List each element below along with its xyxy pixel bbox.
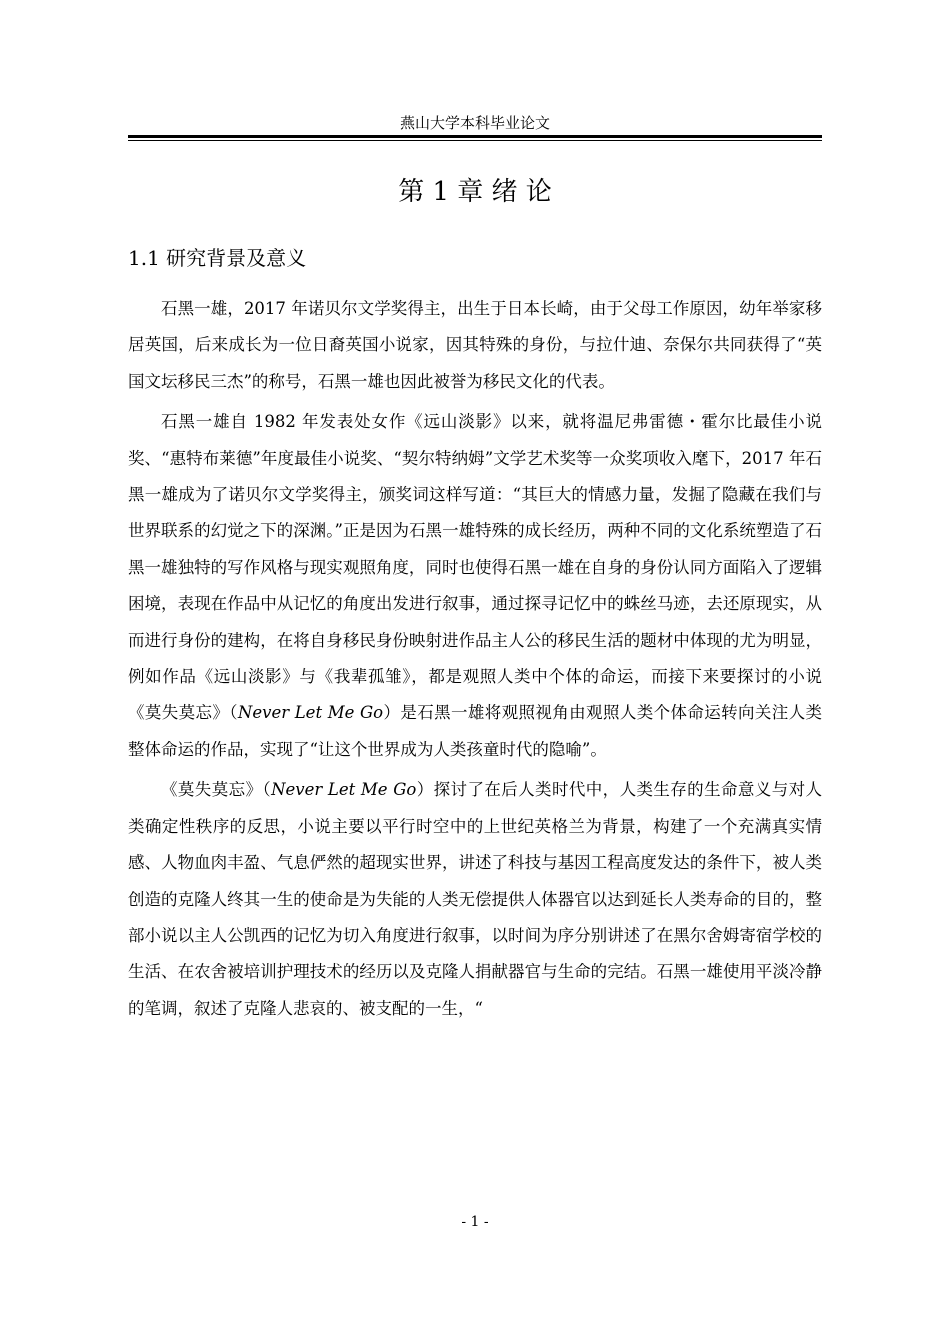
section-title: 1.1 研究背景及意义 bbox=[128, 246, 307, 270]
page-number: - 1 - bbox=[461, 1214, 489, 1230]
paragraph-3 bbox=[128, 772, 822, 1027]
header-rule-thick bbox=[128, 135, 822, 138]
body-text bbox=[128, 291, 822, 1031]
book-title-english: Never Let Me Go bbox=[271, 780, 417, 800]
paragraph-2 bbox=[128, 404, 822, 768]
paragraph-1: 石黑一雄，2017 年诺贝尔文学奖得主，出生于日本长崎，由于父母工作原因，幼年举家移居英国，后来成长为一位日裔英国小说家，因其特殊的身份，与拉什迪、奈保尔共同获得了“英国文坛移民三杰”的称号，石黑一雄也因此被誉为移民文化的代表。 bbox=[128, 299, 822, 391]
book-title-english: Never Let Me Go bbox=[237, 703, 384, 723]
paragraph-2-part-1: 石黑一雄自 1982 年发表处女作《远山淡影》以来，就将温尼弗雷德・霍尔比最佳小说奖、“惠特布莱德”年度最佳小说奖、“契尔特纳姆”文学艺术奖等一众奖项收入麾下，2017 年石黑一雄成为了诺贝尔文学奖得主，颁奖词这样写道：“其巨大的情感力量，发掘了隐藏在我们与世界联系的幻觉之下的深渊。”正是因为石黑一雄特殊的成长经历，两种不同的文化系统塑造了石黑一雄独特的写作风格与现实观照角度，同时也使得石黑一雄在自身的身份认同方面陷入了逻辑困境，表现在作品中从记忆的角度出发进行叙事，通过探寻记忆中的蛛丝马迹，去还原现实，从而进行身份的建构，在将自身移民身份映射进作品主人公的移民生活的题材中体现的尤为明显，例如作品《远山淡影》与《我辈孤雏》，都是观照人类中个体的命运，而接下来要探讨的小说《莫失莫忘》（ bbox=[128, 412, 822, 723]
paragraph-2-part-2: ）是石黑一雄将观照视角由观照人类个体命运转向关注人类整体命运的作品，实现了“让这个世界成为人类孩童时代的隐喻”。 bbox=[128, 703, 823, 759]
paragraph-3-part-2: ）探讨了在后人类时代中，人类生存的生命意义与对人类确定性秩序的反思，小说主要以平行时空中的上世纪英格兰为背景，构建了一个充满真实情感、人物血肉丰盈、气息俨然的超现实世界，讲述了科技与基因工程高度发达的条件下，被人类创造的克隆人终其一生的使命是为失能的人类无偿提供人体器官以达到延长人类寿命的目的，整部小说以主人公凯西的记忆为切入角度进行叙事，以时间为序分别讲述了在黑尔舍姆寄宿学校的生活、在农舍被培训护理技术的经历以及克隆人捐献器官与生命的完结。石黑一雄使用平淡冷静的笔调，叙述了克隆人悲哀的、被支配的一生，“ bbox=[128, 780, 823, 1018]
chapter-title: 第 1 章 绪 论 bbox=[398, 177, 552, 207]
paragraph-3-part-1: 《莫失莫忘》（ bbox=[161, 780, 272, 800]
running-header-title: 燕山大学本科毕业论文 bbox=[399, 114, 550, 132]
header-rule-thin bbox=[128, 140, 822, 141]
